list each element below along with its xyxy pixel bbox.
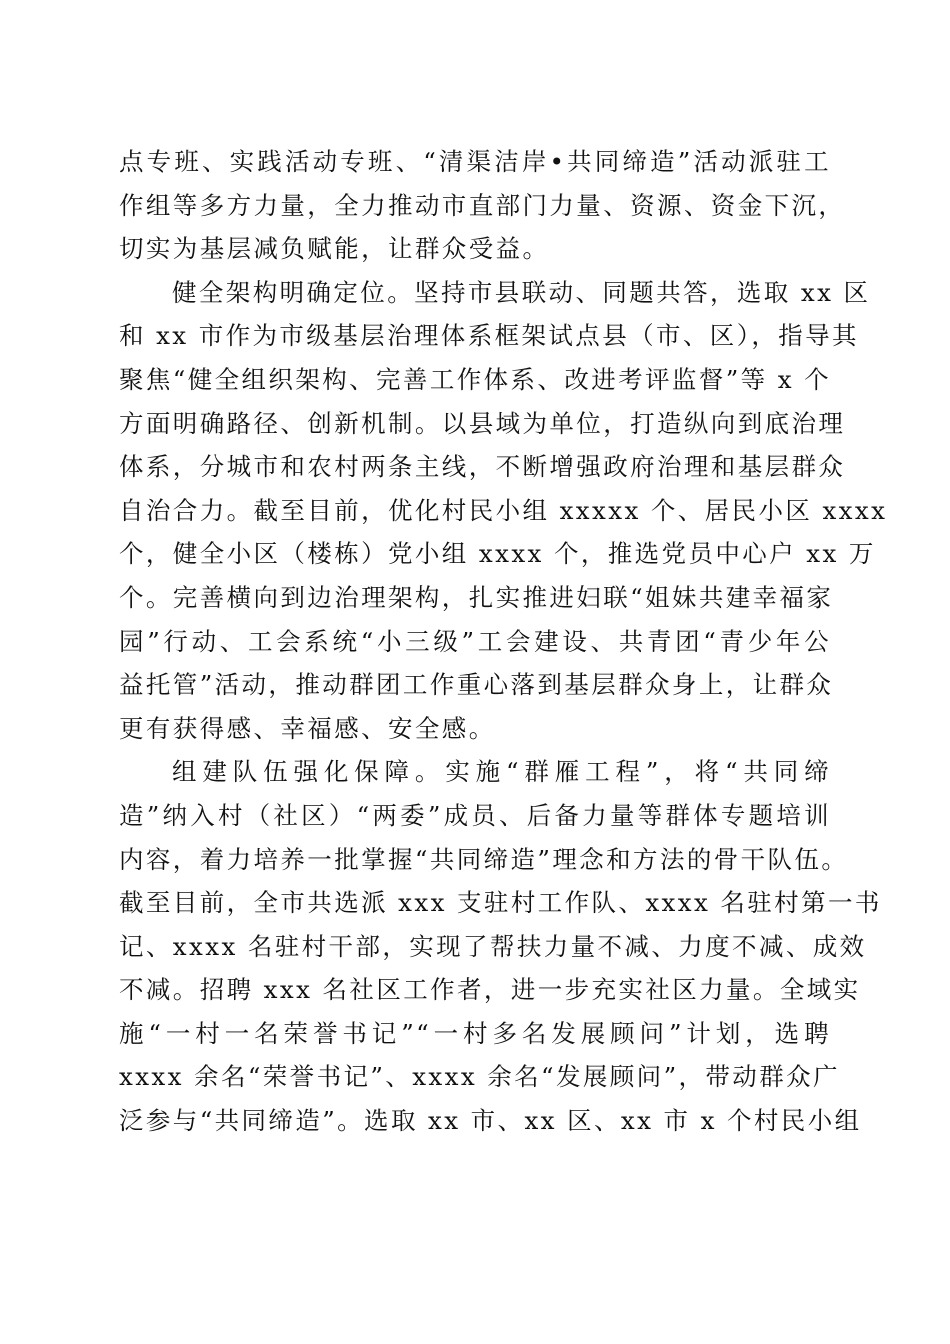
paragraph-continuation xyxy=(119,140,846,271)
text-line: 点专班、实践活动专班、“清渠洁岸•共同缔造”活动派驻工 xyxy=(119,147,831,176)
text-line: xxxx 余名“荣誉书记”、xxxx 余名“发展顾问”，带动群众广 xyxy=(119,1062,840,1092)
text-line: 健全架构明确定位。坚持市县联动、同题共答，选取 xx 区 xyxy=(172,277,871,307)
text-line: 更有获得感、幸福感、安全感。 xyxy=(119,713,496,743)
text-line: 截至目前，全市共选派 xxx 支驻村工作队、xxxx 名驻村第一书 xyxy=(119,888,882,918)
text-line: 造”纳入村（社区）“两委”成员、后备力量等群体专题培训 xyxy=(119,800,831,830)
text-line: 记、xxxx 名驻村干部，实现了帮扶力量不减、力度不减、成效 xyxy=(119,931,867,961)
text-line: 聚焦“健全组织架构、完善工作体系、改进考评监督”等 x 个 xyxy=(119,364,832,394)
text-line: 自治合力。截至目前，优化村民小组 xxxxx 个、居民小区 xxxx xyxy=(119,495,888,525)
text-line: 泛参与“共同缔造”。选取 xx 市、xx 区、xx 市 x 个村民小组 xyxy=(119,1106,862,1136)
text-line: 和 xx 市作为市级基层治理体系框架试点县（市、区），指导其 xyxy=(119,321,859,351)
text-line: 施“一村一名荣誉书记”“一村多名发展顾问”计划，选聘 xyxy=(119,1018,831,1048)
text-line: 切实为基层减负赋能，让群众受益。 xyxy=(119,234,550,264)
text-line: 方面明确路径、创新机制。以县域为单位，打造纵向到底治理 xyxy=(119,408,846,438)
text-line: 作组等多方力量，全力推动市直部门力量、资源、资金下沉， xyxy=(119,190,846,220)
text-line: 个。完善横向到边治理架构，扎实推进妇联“姐妹共建幸福家 xyxy=(119,582,834,612)
text-line: 益托管”活动，推动群团工作重心落到基层群众身上，让群众 xyxy=(119,670,834,700)
text-line: 内容，着力培养一批掌握“共同缔造”理念和方法的骨干队伍。 xyxy=(119,844,849,874)
document-body xyxy=(119,140,888,1143)
text-line: 体系，分城市和农村两条主线，不断增强政府治理和基层群众 xyxy=(119,452,846,482)
paragraph-architecture xyxy=(119,271,888,751)
text-line: 个，健全小区（楼栋）党小组 xxxx 个，推选党员中心户 xx 万 xyxy=(119,539,876,569)
text-line: 组建队伍强化保障。实施“群雁工程”，将“共同缔 xyxy=(172,757,831,787)
paragraph-team-building xyxy=(119,750,882,1142)
text-line: 不减。招聘 xxx 名社区工作者，进一步充实社区力量。全域实 xyxy=(119,975,861,1005)
text-line: 园”行动、工会系统“小三级”工会建设、共青团“青少年公 xyxy=(119,626,831,656)
